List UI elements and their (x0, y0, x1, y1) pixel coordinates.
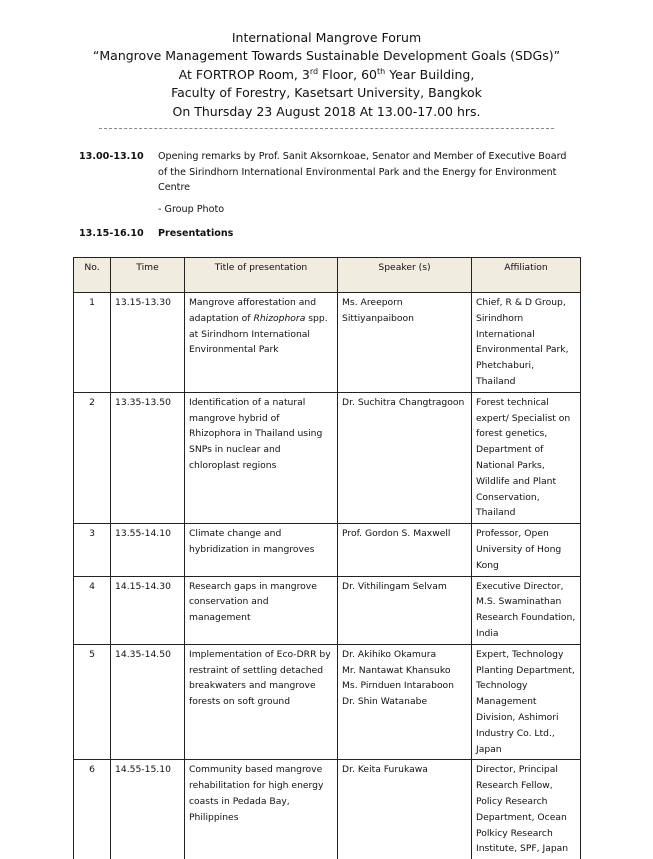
speaker-name: Ms. Areeporn Sittiyanpaiboon (342, 297, 414, 324)
row-speaker (338, 524, 472, 576)
row-title-italic: Rhizophora (253, 312, 306, 324)
header-divider (99, 128, 554, 129)
speaker-name: Ms. Pirnduen Intaraboon (342, 680, 455, 692)
row-affiliation: Professor, Open University of Hong Kong (472, 524, 581, 576)
venue-part: Year Building, (385, 66, 475, 82)
table-row (74, 524, 581, 576)
speaker-name: Dr. Vithilingam Selvam (342, 580, 447, 592)
row-title (185, 293, 338, 393)
speaker-name: Dr. Suchitra Changtragoon (342, 396, 465, 408)
row-no: 1 (74, 293, 111, 393)
agenda-subitem: - Group Photo (158, 203, 225, 215)
row-affiliation: Chief, R & D Group, Sirindhorn International Environmental Park, Phetchaburi, Thailand (472, 293, 581, 393)
row-time: 14.35-14.50 (111, 644, 185, 760)
row-time: 13.55-14.10 (111, 524, 185, 576)
row-affiliation: Expert, Technology Planting Department, Technology Management Division, Ashimori Industry Co. Ltd., Japan (472, 644, 581, 760)
forum-title: International Mangrove Forum (231, 30, 422, 45)
row-title-text: spp. at Sirindhorn International Environmental Park (189, 312, 328, 356)
row-no: 2 (74, 392, 111, 523)
table-row (74, 576, 581, 644)
row-speaker (338, 644, 472, 760)
speaker-name: Dr. Keita Furukawa (342, 764, 428, 776)
row-no: 4 (74, 576, 111, 644)
row-speaker (338, 760, 472, 859)
table-header-row (74, 258, 581, 293)
header-affiliation: Affiliation (472, 258, 581, 293)
row-title: Implementation of Eco-DRR by restraint of settling detached breakwaters and mangrove forests on soft ground (185, 644, 338, 760)
venue-sup-th: th (377, 66, 386, 76)
header-speaker: Speaker (s) (338, 258, 472, 293)
header-time: Time (111, 258, 185, 293)
venue-line (0, 66, 653, 84)
venue-sup-rd: rd (309, 66, 319, 76)
speaker-name: Dr. Shin Watanabe (342, 696, 428, 708)
row-no: 5 (74, 644, 111, 760)
row-title: Community based mangrove rehabilitation for high energy coasts in Pedada Bay, Philippines (185, 760, 338, 859)
row-time: 14.55-15.10 (111, 760, 185, 859)
table-row (74, 293, 581, 393)
speaker-name: Dr. Akihiko Okamura (342, 648, 437, 660)
presentation-table (73, 257, 581, 859)
header-title: Title of presentation (185, 258, 338, 293)
row-title-text: Mangrove afforestation and adaptation of (189, 297, 317, 324)
venue-part: Floor, 60 (318, 66, 378, 82)
agenda-time: 13.15-16.10 (79, 228, 144, 239)
row-time: 13.35-13.50 (111, 392, 185, 523)
agenda-text: Presentations (158, 228, 234, 239)
row-time: 13.15-13.30 (111, 293, 185, 393)
row-affiliation: Director, Principal Research Fellow, Policy Research Department, Ocean Polkicy Research Institute, SPF, Japan (472, 760, 581, 859)
row-title: Climate change and hybridization in mangroves (185, 524, 338, 576)
document-header (0, 29, 653, 121)
faculty-line: Faculty of Forestry, Kasetsart University, Bangkok (171, 85, 482, 101)
row-no: 6 (74, 760, 111, 859)
row-no: 3 (74, 524, 111, 576)
table-row (74, 392, 581, 523)
table-row (74, 760, 581, 859)
row-affiliation: Executive Director, M.S. Swaminathan Research Foundation, India (472, 576, 581, 644)
venue-part: At FORTROP Room, 3 (178, 66, 310, 82)
speaker-name: Prof. Gordon S. Maxwell (342, 528, 451, 540)
row-speaker (338, 392, 472, 523)
row-speaker (338, 293, 472, 393)
forum-theme: “Mangrove Management Towards Sustainable Development Goals (SDGs)” (92, 48, 561, 64)
speaker-name: Mr. Nantawat Khansuko (342, 664, 451, 676)
header-no: No. (74, 258, 111, 293)
row-affiliation: Forest technical expert/ Specialist on forest genetics, Department of National Parks, Wildlife and Plant Conservation, Thailand (472, 392, 581, 523)
table-row (74, 644, 581, 760)
date-line: On Thursday 23 August 2018 At 13.00-17.00 hrs. (172, 103, 481, 119)
row-speaker (338, 576, 472, 644)
row-time: 14.15-14.30 (111, 576, 185, 644)
agenda-text: Opening remarks by Prof. Sanit Aksornkoae, Senator and Member of Executive Board of the Sirindhorn International Environmental Park and the Energy for Environment Centre (158, 151, 567, 194)
row-title: Research gaps in mangrove conservation and management (185, 576, 338, 644)
row-title: Identification of a natural mangrove hybrid of Rhizophora in Thailand using SNPs in nuclear and chloroplast regions (185, 392, 338, 523)
agenda-time: 13.00-13.10 (79, 151, 144, 162)
